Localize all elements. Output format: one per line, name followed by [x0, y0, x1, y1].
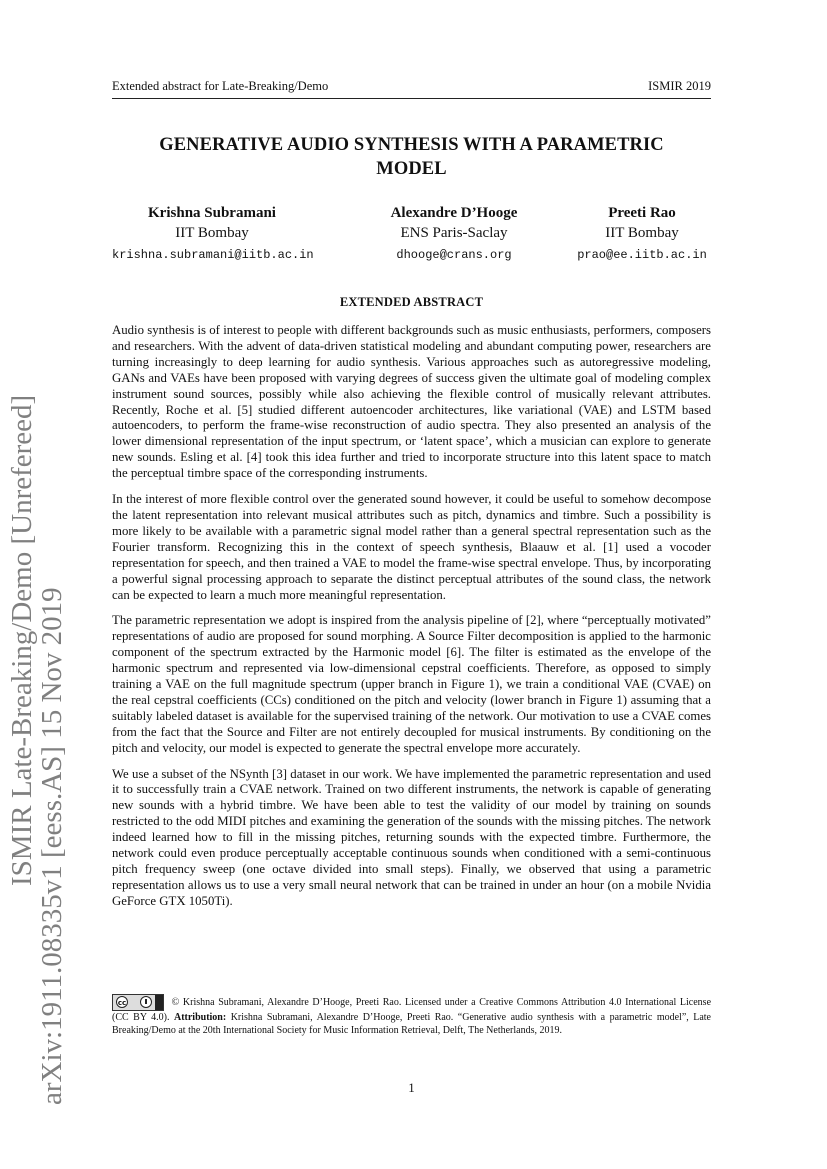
paragraph-4: We use a subset of the NSynth [3] dataset in our work. We have implemented the parametric representation and used it to successfully train a CVAE network. Trained on two different instruments, the network is capable of generating new sounds with a hybrid timbre. We have been able to test the validity of our model by training on sounds restricted to the odd MIDI pitches and examining the generation of the sounds with the missing pitches. The network indeed learned how to fill in the missing pitches, returning sounds with the expected timbre. Furthermore, the network could even produce perceptually acceptable continuous sounds when conditioned with a semi-continuous pitch frequency sweep (one octave divided into small steps). Finally, we observed that using a parametric representation allows us to use a very small neural network that can be trained in under an hour (on a mobile Nvidia GeForce GTX 1050Ti). — [112, 766, 711, 908]
paragraph-2: In the interest of more flexible control over the generated sound however, it could be useful to somehow decompose the latent representation into relevant musical attributes such as pitch, dynamics and timbre. Such a possibility is more likely to be available with a parametric signal model rather than a general spectral representation such as the Fourier transform. Recognizing this in the context of speech synthesis, Blaauw et al. [1] used a vocoder representation for speech, and then trained a VAE to model the frame-wise spectral envelope. Thus, by incorporating a powerful signal processing approach to separate the distinct perceptual attributes of the sound class, the network can be expected to learn a much more meaningful representation. — [112, 492, 711, 602]
author-email: prao@ee.iitb.ac.in — [577, 248, 707, 262]
ismir-stamp: ISMIR Late-Breaking/Demo [Unrefereed] — [6, 394, 38, 886]
cc-by-badge-icon — [112, 994, 164, 1011]
cc-icon: cc — [116, 996, 128, 1008]
author-2 — [354, 203, 554, 265]
header-rule — [112, 98, 711, 99]
abstract-body — [112, 323, 711, 920]
running-header — [112, 79, 711, 94]
author-email: dhooge@crans.org — [396, 248, 512, 262]
title-line-1: GENERATIVE AUDIO SYNTHESIS WITH A PARAMETRIC — [159, 135, 664, 155]
arxiv-stamp: arXiv:1911.08335v1 [eess.AS] 15 Nov 2019 — [36, 587, 68, 1105]
author-affiliation: ENS Paris-Saclay — [400, 225, 508, 241]
license-text: © Krishna Subramani, Alexandre D’Hooge, Preeti Rao. Licensed under a Creative Commons Attribution 4.0 International License (CC BY 4.0). — [112, 996, 712, 1023]
page-number: 1 — [408, 1080, 415, 1095]
paper-title — [112, 133, 711, 181]
abstract-heading: EXTENDED ABSTRACT — [339, 295, 484, 309]
attribution-text: Krishna Subramani, Alexandre D’Hooge, Preeti Rao. “Generative audio synthesis with a parametric model”, Late Breaking/Demo at the 20th International Society for Music Information Retrieval, Delft, The Netherlands, 2019. — [112, 1012, 711, 1036]
author-name: Krishna Subramani — [148, 205, 276, 221]
header-left: Extended abstract for Late-Breaking/Demo — [112, 79, 329, 93]
sidebar-stamp — [0, 0, 90, 1169]
author-name: Preeti Rao — [608, 205, 676, 221]
header-right: ISMIR 2019 — [648, 79, 711, 93]
paragraph-1: Audio synthesis is of interest to people with different backgrounds such as music enthusiasts, performers, composers and researchers. With the advent of data-driven statistical modeling and abundant computing power, researchers are turning increasingly to deep learning for audio synthesis. Various approaches such as autoregressive modeling, GANs and VAEs have been proposed with varying degrees of success given the ultimate goal of modeling complex instrument sound sources, possibly while also achieving the flexible control of musically relevant attributes. Recently, Roche et al. [5] studied different autoencoder architectures, like variational (VAE) and LSTM based autoencoders, to perform the frame-wise reconstruction of audio spectra. They also presented an analysis of the lower dimensional representation of the input spectrum, or ‘latent space’, which a musician can explore to generate new sounds. Esling et al. [4] took this idea further and tried to incorporate structure into this latent space to match the perceptual timbre space of the corresponding instruments. — [112, 323, 711, 481]
paragraph-3: The parametric representation we adopt is inspired from the analysis pipeline of [2], where “perceptually motivated” representations of audio are proposed for sound morphing. A Source Filter decomposition is applied to the harmonic component of the spectrum extracted by the Harmonic model [6]. The filter is estimated as the envelope of the harmonic spectrum and represented via low-dimensional cepstral coefficients. Therefore, as opposed to simply training a VAE on the full magnitude spectrum (upper branch in Figure 1), we train a conditional VAE (CVAE) on the real cepstral coefficients (CCs) conditioned on the pitch and velocity (lower branch in Figure 1) assuming that a suitably labeled dataset is available for the supervised training of the network. Our motivation to use a CVAE comes from the fact that the Source and Filter are not entirely decoupled for musical instruments. By conditioning on the pitch and velocity, our model is expected to generate the spectral envelope more accurately. — [112, 613, 711, 755]
author-affiliation: IIT Bombay — [175, 225, 249, 241]
author-affiliation: IIT Bombay — [605, 225, 679, 241]
attribution-label: Attribution: — [173, 1012, 227, 1023]
title-line-2: MODEL — [376, 159, 447, 179]
author-3 — [552, 203, 732, 265]
license-footnote — [112, 994, 711, 1037]
author-email: krishna.subramani@iitb.ac.in — [112, 248, 314, 262]
author-1 — [112, 203, 312, 265]
attribution-person-icon — [140, 996, 152, 1008]
author-name: Alexandre D’Hooge — [390, 205, 518, 221]
